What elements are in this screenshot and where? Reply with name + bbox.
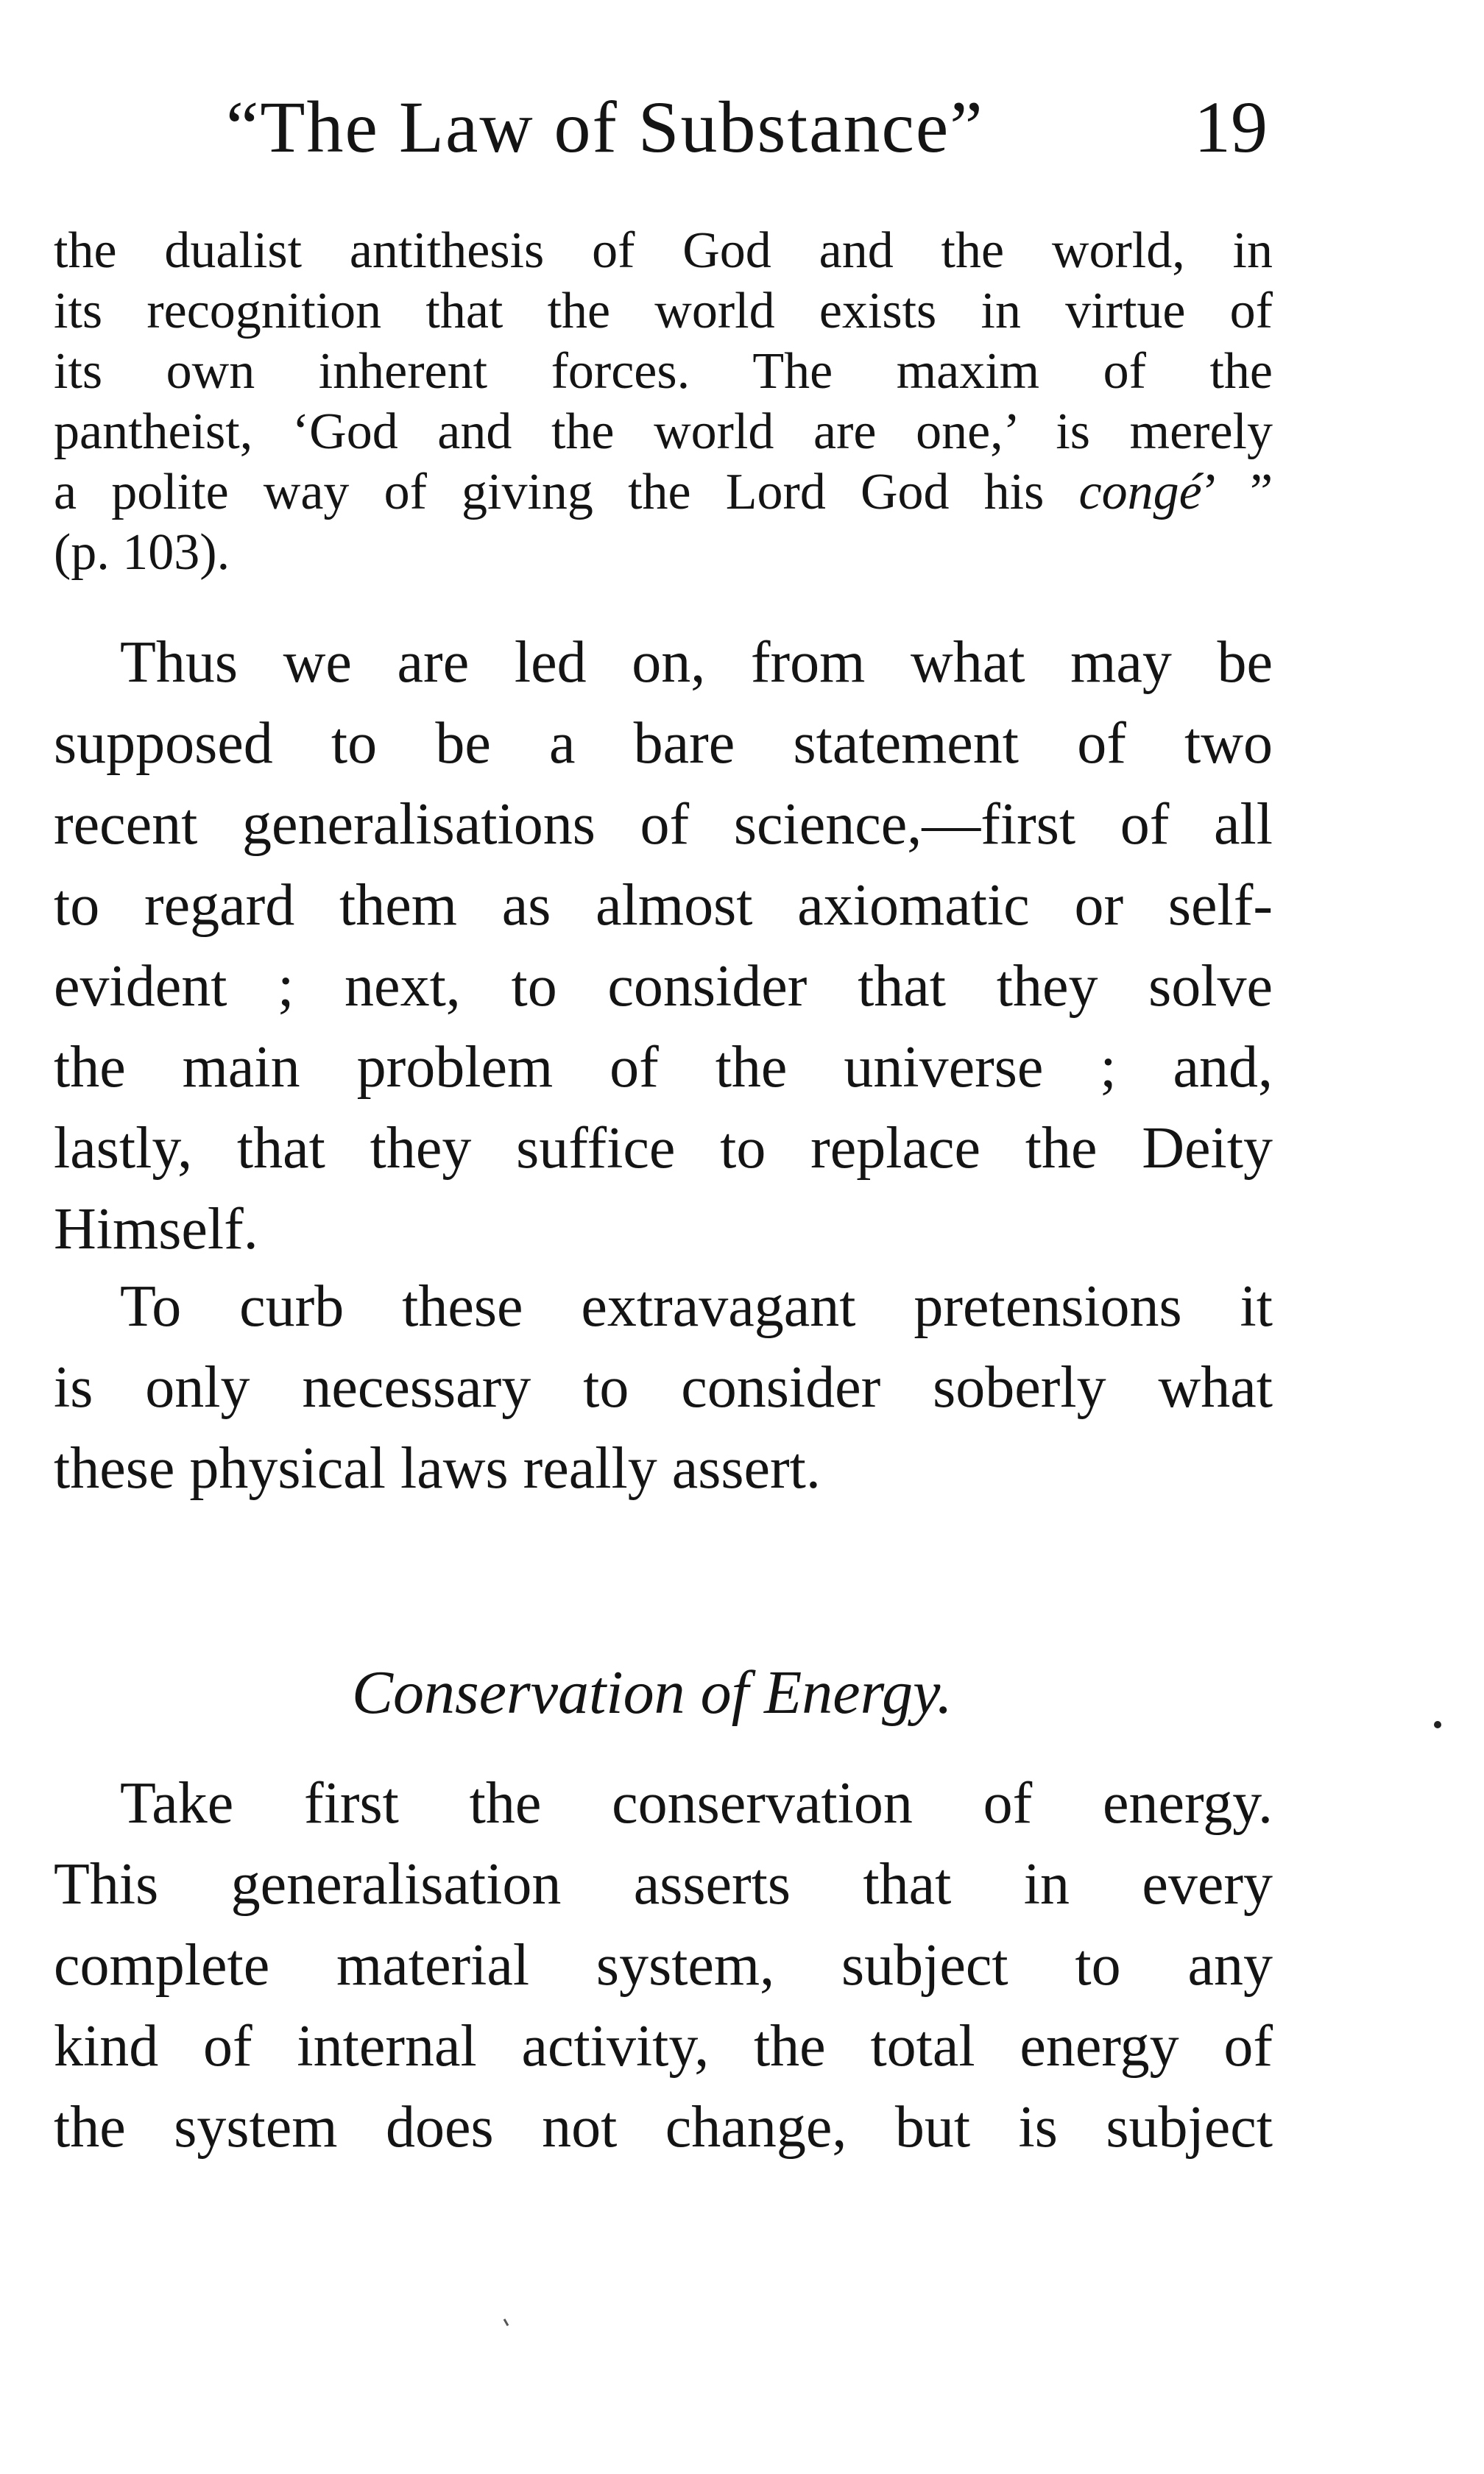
text-line: Thus we are led on, from what may be: [120, 630, 1273, 695]
text-line: is only necessary to consider soberly what: [54, 1355, 1273, 1420]
paragraph: [54, 622, 1273, 1270]
text-line: Himself.: [54, 1197, 258, 1262]
page-number: 19: [1194, 86, 1268, 168]
text-line: the main problem of the universe ; and,: [54, 1035, 1273, 1100]
text-line: To curb these extravagant pretensions it: [120, 1274, 1273, 1339]
quotation-continuation: [54, 221, 1273, 583]
text-line: pantheist, ‘God and the world are one,’ is merely: [54, 403, 1273, 460]
text-line: kind of internal activity, the total energy of: [54, 2014, 1273, 2079]
italic-word: congé: [1078, 464, 1202, 520]
section-heading: Conservation of Energy.: [352, 1658, 953, 1727]
text-line: these physical laws really assert.: [54, 1436, 821, 1501]
text-line: its recognition that the world exists in virtue of: [54, 283, 1273, 339]
ink-speck: [1434, 1721, 1441, 1728]
text-segment: a polite way of giving the Lord God his: [54, 464, 1045, 520]
paragraph: [54, 1266, 1273, 1509]
text-line: evident ; next, to consider that they solve: [54, 954, 1273, 1019]
paragraph: [54, 1763, 1273, 2168]
text-line: the system does not change, but is subject: [54, 2095, 1273, 2160]
text-line: supposed to be a bare statement of two: [54, 711, 1273, 776]
closing-quote: ’ ”: [1201, 464, 1273, 520]
text-line: complete material system, subject to any: [54, 1933, 1273, 1998]
page-header: [0, 79, 1484, 175]
text-line-with-italic: [54, 462, 1273, 523]
text-line: recent generalisations of science,—first of all: [54, 792, 1273, 857]
running-title: “The Law of Substance”: [226, 86, 984, 168]
text-line: the dualist antithesis of God and the world, in: [54, 222, 1273, 279]
text-line: This generalisation asserts that in every: [54, 1852, 1273, 1917]
ink-mark: [504, 2319, 509, 2326]
text-line: Take first the conservation of energy.: [120, 1771, 1273, 1836]
text-line: lastly, that they suffice to replace the Deity: [54, 1116, 1273, 1181]
text-line: (p. 103).: [54, 524, 230, 581]
text-line: to regard them as almost axiomatic or self-: [54, 873, 1273, 938]
text-line: its own inherent forces. The maxim of the: [54, 343, 1273, 400]
